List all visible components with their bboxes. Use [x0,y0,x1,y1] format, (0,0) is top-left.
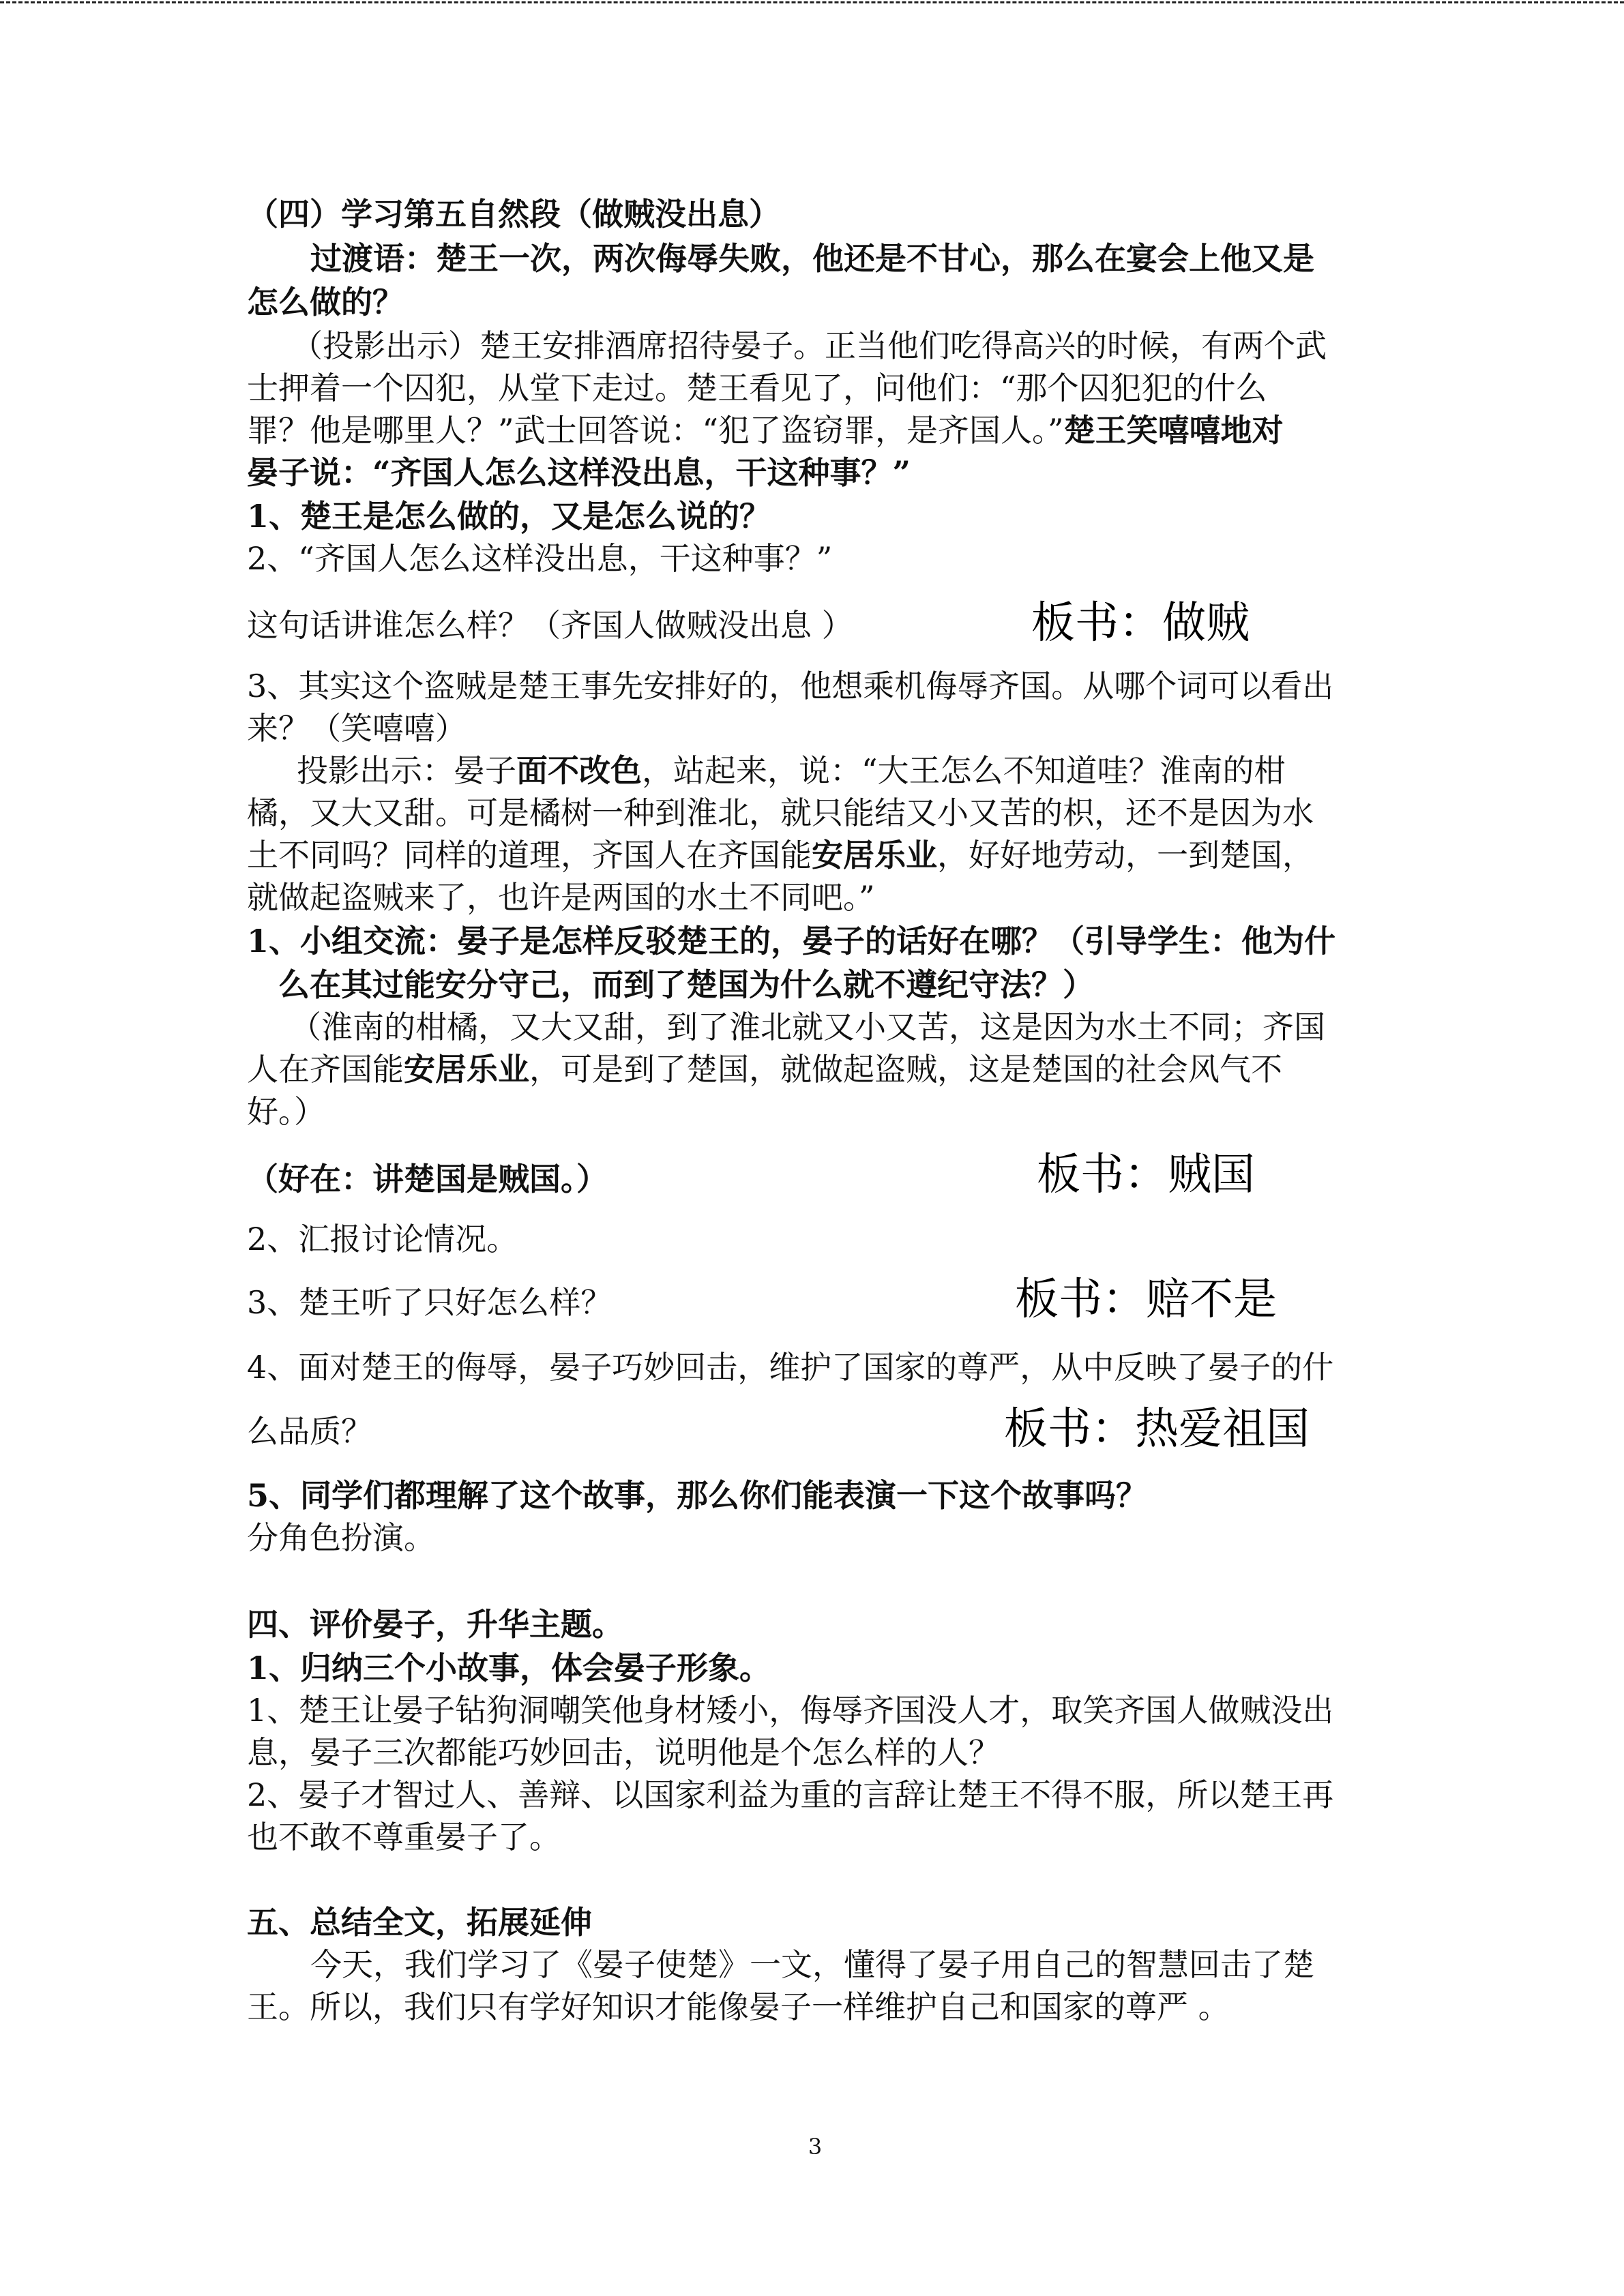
section-four-para-1-line-1: 1、楚王让晏子钻狗洞嘲笑他身材矮小，侮辱齐国没人才，取笑齐国人做贼没出 [247,1692,1334,1729]
transition-line-2: 怎么做的？ [247,284,404,320]
section-five-line-1: 今天，我们学习了《晏子使楚》一文，懂得了晏子用自己的智慧回击了楚 [310,1946,1314,1983]
answer-line-2 [247,1049,1282,1090]
projection-2-line-4: 就做起盗贼来了，也许是两国的水土不同吧。” [247,879,875,916]
section-four-para-1-line-2: 息，晏子三次都能巧妙回击，说明他是个怎么样的人？ [247,1734,1000,1771]
answer-line-3: 好。） [247,1093,325,1130]
projection-2-bold-a: 面不改色 [516,752,642,789]
board-note-thief: 板书：做贼 [1031,598,1250,648]
page-number: 3 [808,2134,823,2160]
board-note-apology: 板书：赔不是 [1015,1274,1277,1325]
good-point-line: （好在：讲楚国是贼国。） [247,1161,608,1197]
projection-2-line-3 [247,835,1314,876]
projection-1-line-2: 士押着一个囚犯，从堂下走过。楚王看见了，问他们：“那个囚犯犯的什么 [247,370,1267,406]
group-item-3: 3、楚王听了只好怎么样？ [247,1284,612,1321]
question-3-line-1: 3、其实这个盗贼是楚王事先安排好的，他想乘机侮辱齐国。从哪个词可以看出 [247,668,1334,704]
projection-2-line-1 [297,750,1286,791]
top-border-rule [0,1,1624,3]
group-item-5: 5、同学们都理解了这个故事，那么你们能表演一下这个故事吗？ [247,1477,1148,1514]
question-2: 2、“齐国人怎么这样没出息，干这种事？” [247,540,833,577]
group-item-5-sub: 分角色扮演。 [247,1519,435,1556]
projection-2-text-c: 土不同吗？同样的道理，齐国人在齐国能 [247,837,812,874]
answer-text-b: ，可是到了楚国，就做起盗贼，这是楚国的社会风气不 [529,1051,1282,1088]
board-note-thief-country: 板书：贼国 [1037,1150,1255,1200]
answer-line-1: （淮南的柑橘，又大又甜，到了淮北就又小又苦，这是因为水土不同；齐国 [290,1009,1325,1045]
group-item-2: 2、汇报讨论情况。 [247,1221,518,1257]
projection-1-line-4: 晏子说：“齐国人怎么这样没出息，干这种事？” [247,454,911,491]
projection-2-text-a: 投影出示：晏子 [297,752,516,789]
projection-2-bold-b: 安居乐业 [812,837,937,874]
projection-2-line-2: 橘，又大又甜。可是橘树一种到淮北，就只能结又小又苦的枳，还不是因为水 [247,794,1314,831]
question-3-line-2: 来？（笑嘻嘻） [247,710,467,747]
projection-1-line-3 [247,410,1284,451]
section-heading-four-paren: （四）学习第五自然段（做贼没出息） [247,196,780,233]
section-five-line-2: 王。所以，我们只有学好知识才能像晏子一样维护自己和国家的尊严 。 [247,1988,1230,2025]
board-note-patriotism: 板书：热爱祖国 [1004,1404,1310,1455]
projection-1-text: 罪？他是哪里人？”武士回答说：“犯了盗窃罪，是齐国人。” [247,412,1064,449]
projection-1-bold-text: 楚王笑嘻嘻地对 [1063,412,1284,449]
section-four-subheading: 1、归纳三个小故事，体会晏子形象。 [247,1650,771,1686]
section-four-para-2-line-1: 2、晏子才智过人、善辩、以国家利益为重的言辞让楚王不得不服，所以楚王再 [247,1776,1334,1813]
group-item-4-line-1: 4、面对楚王的侮辱，晏子巧妙回击，维护了国家的尊严，从中反映了晏子的什 [247,1349,1334,1386]
group-item-1-line-2: 么在其过能安分守己，而到了楚国为什么就不遵纪守法？） [278,966,1094,1003]
question-2-answer: 这句话讲谁怎么样？（齐国人做贼没出息 ） [247,607,853,644]
group-item-4-line-2: 么品质？ [247,1413,372,1450]
projection-2-text-b: ，站起来，说：“大王怎么不知道哇？淮南的柑 [642,752,1286,789]
projection-1-line-1: （投影出示）楚王安排酒席招待晏子。正当他们吃得高兴的时候，有两个武 [291,327,1327,364]
transition-line-1: 过渡语：楚王一次，两次侮辱失败，他还是不甘心，那么在宴会上他又是 [310,240,1314,277]
section-heading-four: 四、评价晏子，升华主题。 [247,1606,623,1643]
section-heading-five: 五、总结全文，拓展延伸 [247,1904,592,1941]
answer-bold: 安居乐业 [404,1051,529,1088]
section-four-para-2-line-2: 也不敢不尊重晏子了。 [247,1819,561,1855]
projection-2-text-d: ，好好地劳动，一到楚国， [937,837,1314,874]
answer-text-a: 人在齐国能 [247,1051,404,1088]
question-1: 1、楚王是怎么做的，又是怎么说的？ [247,498,771,535]
group-item-1-line-1: 1、小组交流：晏子是怎样反驳楚王的，晏子的话好在哪？（引导学生：他为什 [247,923,1336,959]
